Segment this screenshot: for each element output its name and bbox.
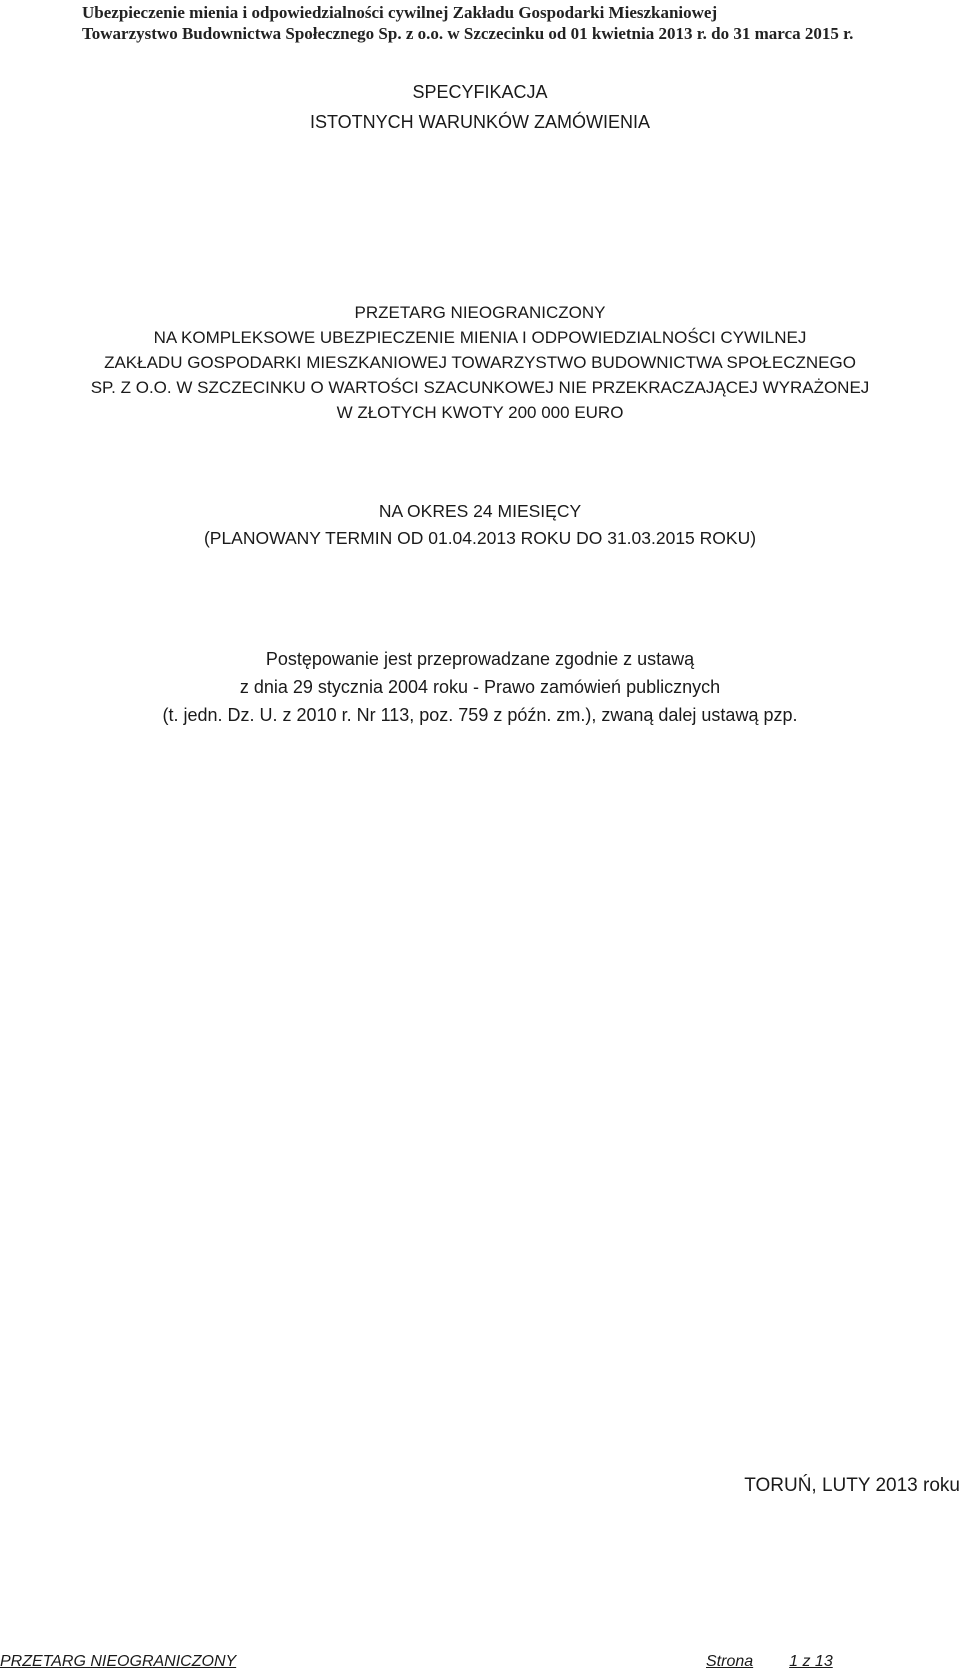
footer-procedure-name: PRZETARG NIEOGRANICZONY: [0, 1653, 237, 1670]
legal-line: Postępowanie jest przeprowadzane zgodnie z ustawą: [265, 649, 695, 669]
running-header: [82, 2, 882, 44]
document-title: [0, 77, 960, 137]
contract-period: [0, 498, 960, 552]
place-and-date: TORUŃ, LUTY 2013 roku: [744, 1475, 960, 1496]
tender-line: SP. Z O.O. W SZCZECINKU O WARTOŚCI SZACUNKOWEJ NIE PRZEKRACZAJĄCEJ WYRAŻONEJ: [90, 378, 870, 397]
tender-description: [0, 300, 960, 425]
footer-page-label: Strona: [706, 1653, 754, 1670]
period-line-2: (PLANOWANY TERMIN OD 01.04.2013 ROKU DO 31.03.2015 ROKU): [203, 528, 757, 548]
document-title-line-1: SPECYFIKACJA: [412, 82, 548, 102]
tender-line: W ZŁOTYCH KWOTY 200 000 EURO: [336, 403, 624, 422]
period-line-1: NA OKRES 24 MIESIĘCY: [378, 501, 582, 521]
tender-line: ZAKŁADU GOSPODARKI MIESZKANIOWEJ TOWARZYSTWO BUDOWNICTWA SPOŁECZNEGO: [104, 353, 856, 372]
footer-page-info: [706, 1653, 833, 1671]
legal-line: (t. jedn. Dz. U. z 2010 r. Nr 113, poz. 759 z późn. zm.), zwaną dalej ustawą pzp.: [162, 705, 798, 725]
running-header-line-1: Ubezpieczenie mienia i odpowiedzialności cywilnej Zakładu Gospodarki Mieszkaniowej: [82, 3, 718, 22]
legal-line: z dnia 29 stycznia 2004 roku - Prawo zamówień publicznych: [239, 677, 721, 697]
tender-line: NA KOMPLEKSOWE UBEZPIECZENIE MIENIA I ODPOWIEDZIALNOŚCI CYWILNEJ: [153, 328, 807, 347]
running-header-line-2: Towarzystwo Budownictwa Społecznego Sp. z o.o. w Szczecinku od 01 kwietnia 2013 r. do 31 marca 2015 r.: [82, 24, 854, 43]
footer-page-number: 1 z 13: [789, 1653, 833, 1670]
tender-line: PRZETARG NIEOGRANICZONY: [354, 303, 606, 322]
document-title-line-2: ISTOTNYCH WARUNKÓW ZAMÓWIENIA: [310, 112, 650, 132]
legal-basis: [0, 645, 960, 729]
